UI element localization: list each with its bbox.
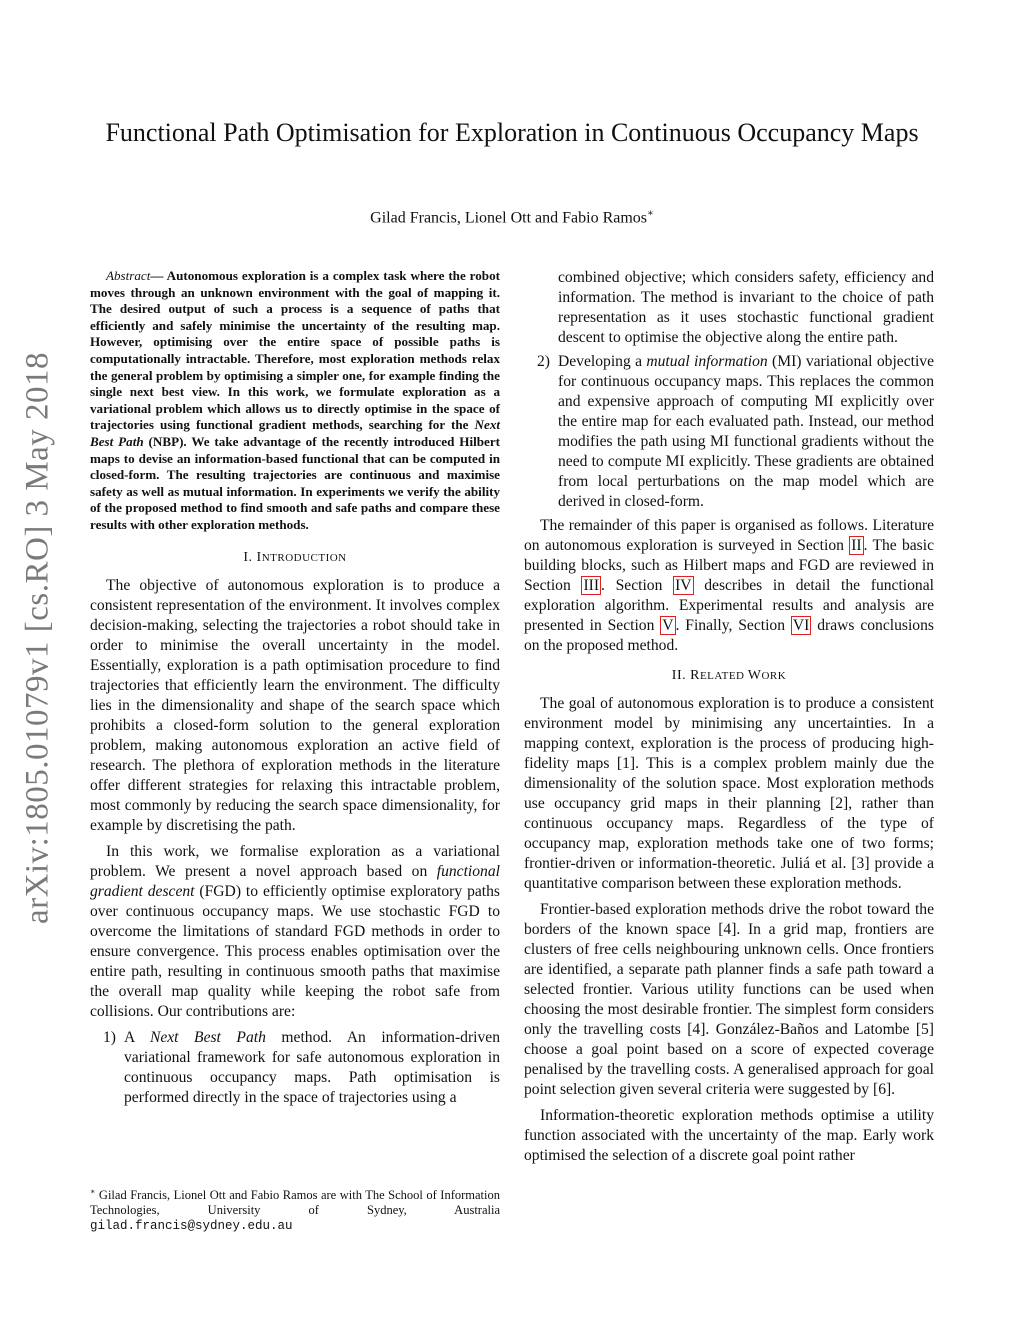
outline-paragraph: The remainder of this paper is organised as follows. Literature on autonomous exploration is surveyed in Section II . The basic building blocks, such as Hilbert maps and FGD are reviewed in Section III . Section IV describes in detail the functional exploration algorithm. Experimental results and analysis are presented in Section V . Finally, Section VI draws conclusions on the proposed method. bbox=[524, 517, 934, 654]
abstract-italic-nbp: Next Best Path bbox=[90, 417, 500, 449]
section-ref-link-ii[interactable]: II bbox=[851, 537, 862, 554]
abstract bbox=[90, 268, 500, 534]
abstract-dash: — bbox=[150, 268, 164, 283]
right-column bbox=[524, 268, 934, 1172]
footnote-mark: ∗ bbox=[90, 1187, 96, 1196]
intro-paragraph-1: The objective of autonomous exploration is to produce a consistent representation of the environment. It involves complex decision-making, selecting the trajectories a robot should take in order to minimise the overall uncertainty in the model. Essentially, exploration is a path optimisation procedure to find trajectories that efficiently learn the environment. The difficulty lies in the dimensionality and shape of the search space which prohibits a closed-form solution to the general exploration problem, making autonomous exploration an active field of research. The plethora of exploration methods in the literature offer different strategies for relaxing this intractable problem, most commonly by reducing the search space dimensionality, for example by discretising the path. bbox=[90, 576, 500, 834]
footnote-text: Gilad Francis, Lionel Ott and Fabio Ramos are with The School of Information Technologies, University of Sydney, Australia bbox=[90, 1188, 500, 1218]
authors-line bbox=[80, 208, 944, 227]
related-paragraph-2: Frontier-based exploration methods drive the robot toward the borders of the known space [4]. In a grid map, frontiers are clusters of free cells neighbouring unknown cells. Once frontiers are identified, a separate path planner finds a safe path toward a selected frontier. Various utility functions can be used when choosing the most desirable frontier. The simplest form considers only the travelling costs [4]. González-Baños and Latombe [5] choose a goal point based on a score of expected coverage penalised by the travelling costs. A generalised approach for goal point selection given several criteria were suggested by [6]. bbox=[524, 901, 934, 1098]
related-paragraph-3: Information-theoretic exploration methods optimise a utility function associated with the uncertainty of the map. Early work optimised the selection of a discrete goal point rather bbox=[524, 1107, 934, 1164]
related-paragraph-1: The goal of autonomous exploration is to produce a consistent environment model by minimising any uncertainties. In a mapping context, exploration is the process of producing high-fidelity maps [1]. This is a complex problem mainly due the dimensionality of the solution space. Most exploration methods use occupancy grid maps in their planning [2], rather than continuous occupancy maps. Regardless of the type of occupancy map, exploration methods take one of two forms; frontier-driven or information-theoretic. Juliá et al. [3] provide a quantitative comparison between these exploration methods. bbox=[524, 695, 934, 892]
list-number: 2) bbox=[537, 353, 550, 370]
list-text: A Next Best Path method. An information-driven variational framework for safe autonomous exploration in continuous occupancy maps. Path optimisation is performed directly in the space of trajectories using a bbox=[124, 1028, 500, 1106]
contribution-item-2 bbox=[524, 352, 934, 512]
section-ref-link-v[interactable]: V bbox=[662, 617, 674, 634]
intro-paragraph-2: In this work, we formalise exploration as a variational problem. We present a novel approach based on functional gradient descent (FGD) to efficiently optimise exploratory paths over continuous occupancy maps. We use stochastic FGD to overcome the limitations of standard FGD methods in order to ensure convergence. This process enables optimisation over the entire path, resulting in continuous smooth paths that maximise the overall map quality while keeping the robot safe from collisions. Our contributions are: bbox=[90, 842, 500, 1020]
list-number: 1) bbox=[103, 1028, 116, 1046]
contribution-item-1 bbox=[90, 1028, 500, 1108]
list-text: combined objective; which considers safety, efficiency and information. The method is invariant to the choice of path representation as it uses stochastic functional gradient descent to optimise the objective along the entire path. bbox=[558, 269, 934, 346]
section-ref-link-vi[interactable]: VI bbox=[792, 617, 810, 634]
authors-names: Gilad Francis, Lionel Ott and Fabio Ramos bbox=[370, 209, 648, 227]
section-heading-introduction: I. INTRODUCTION bbox=[243, 549, 347, 565]
arxiv-stamp bbox=[4, 318, 72, 958]
abstract-label: Abstract bbox=[106, 268, 151, 283]
footnote bbox=[90, 1184, 500, 1234]
footnote-email: gilad.francis@sydney.edu.au bbox=[90, 1219, 293, 1234]
left-column bbox=[90, 268, 500, 1112]
arxiv-stamp-text: arXiv:1805.01079v1 [cs.RO] 3 May 2018 bbox=[19, 351, 56, 925]
section-heading-related-work: II. RELATED WORK bbox=[671, 668, 787, 683]
abstract-text-1: Autonomous exploration is a complex task where the robot moves through an unknown environment with the goal of mapping it. The desired output of such a process is a sequence of paths that efficiently and safely minimise the uncertainty of the resulting map. However, optimising over the entire space of possible paths is computationally intractable. Therefore, most exploration methods relax the general problem by optimising a simpler one, for example finding the single next best view. In this work, we formulate exploration as a variational problem which allows us to directly optimise in the space of trajectories using functional gradient methods, searching for the bbox=[90, 268, 500, 433]
contribution-item-1-continued bbox=[524, 268, 934, 348]
section-ref-link-iv[interactable]: IV bbox=[675, 577, 692, 594]
abstract-text-2: (NBP). We take advantage of the recently introduced Hilbert maps to devise an information-based functional that can be computed in closed-form. The resulting trajectories are continuous and maximise safety as well as mutual information. In experiments we verify the ability of the proposed method to find smooth and safe paths and compare these results with other exploration methods. bbox=[90, 433, 500, 532]
section-ref-link-iii[interactable]: III bbox=[583, 577, 600, 594]
list-text: Developing a mutual information (MI) variational objective for continuous occupancy maps. This replaces the common and expensive approach of computing MI explicitly over the entire map for each evaluated path. Instead, our method modifies the path using MI functional gradients without the need to compute MI explicitly. These gradients are obtained from local perturbations on the map model which are derived in closed-form. bbox=[558, 353, 934, 510]
paper-title: Functional Path Optimisation for Exploration in Continuous Occupancy Maps bbox=[105, 118, 919, 147]
authors-footnote-mark: ∗ bbox=[647, 208, 654, 219]
